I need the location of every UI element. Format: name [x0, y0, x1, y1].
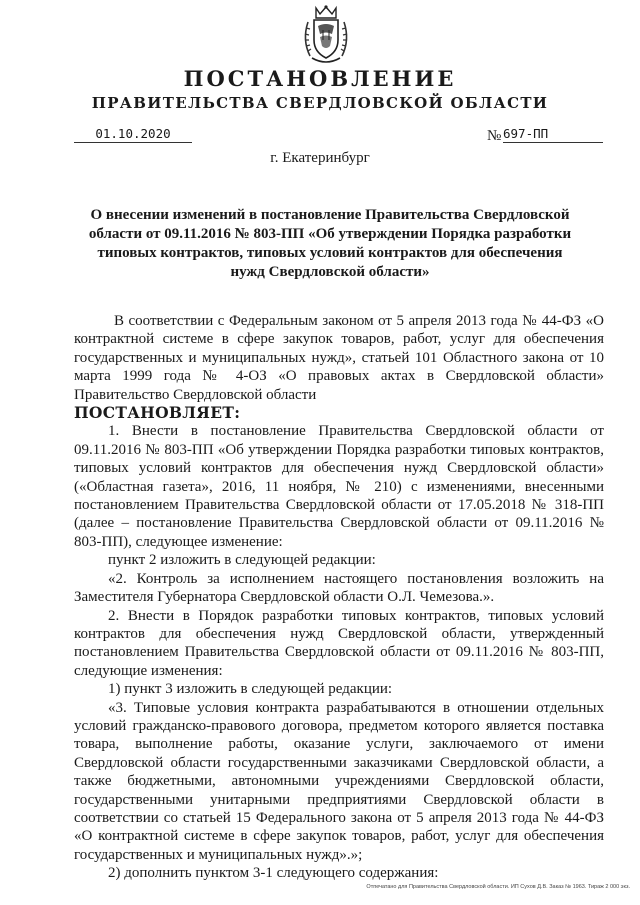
- body-paragraph: 1. Внести в постановление Правительства Свердловской области от 09.11.2016 № 803-ПП «Об утверждении Порядка разработки типовых контрактов, типовых условий контрактов для обеспечения нужд Свердловской области» («Областная газета», 2016, 11 ноября, № 210) с изменениями, внесенными постановлением Правительства Свердловской области от 17.05.2018 № 318-ПП (далее – постановление Правительства Свердловской области от 09.11.2016 № 803-ПП), следующее изменение:: [74, 423, 604, 550]
- preamble-paragraph: В соответствии с Федеральным законом от 5 апреля 2013 года № 44-ФЗ «О контрактной системе в сфере закупок товаров, работ, услуг для обеспечения государственных и муниципальных нужд», статьей 101 Областного закона от 10 марта 1999 года № 4-ОЗ «О правовых актах в Свердловской области» Правительство Свердловской области: [74, 313, 604, 403]
- document-body: [74, 312, 604, 883]
- document-title: ПОСТАНОВЛЕНИЕ: [183, 66, 457, 91]
- body-paragraph: пункт 2 изложить в следующей редакции:: [108, 552, 376, 569]
- body-paragraph: 2. Внести в Порядок разработки типовых контрактов, типовых условий контрактов для обеспечения нужд Свердловской области, утвержденный постановлением Правительства Свердловской области от 09.11.2016 № 803-ПП, следующие изменения:: [74, 607, 604, 679]
- number-sign: №: [487, 128, 502, 144]
- document-city: г. Екатеринбург: [270, 150, 370, 166]
- body-paragraph: «3. Типовые условия контракта разрабатываются в отношении отдельных условий гражданско-правового договора, предметом которого является поставка товара, выполнение работы, оказание услуги, заключаемого от имени Свердловской области государственными заказчиками Свердловской области, а также бюджетными, автономными учреждениями Свердловской области, государственными унитарными предприятиями Свердловской области в соответствии со статьей 15 Федерального закона от 5 апреля 2013 года № 44-ФЗ «О контрактной системе в сфере закупок товаров, работ, услуг для обеспечения государственных и муниципальных нужд».»;: [74, 699, 604, 863]
- body-paragraph: 2) дополнить пунктом 3-1 следующего содержания:: [108, 865, 439, 882]
- decree-keyword: ПОСТАНОВЛЯЕТ:: [74, 403, 241, 423]
- coat-of-arms-emblem: [300, 4, 352, 66]
- document-date: 01.10.2020: [74, 126, 192, 143]
- body-paragraph: 1) пункт 3 изложить в следующей редакции:: [108, 681, 393, 698]
- document-number: 697-ПП: [503, 126, 603, 143]
- document-issuer: ПРАВИТЕЛЬСТВА СВЕРДЛОВСКОЙ ОБЛАСТИ: [91, 94, 549, 112]
- print-footer: Отпечатано для Правительства Свердловской области. ИП Сухов Д.В. Заказ № 1963. Тираж 2 000 экз.: [366, 884, 630, 890]
- document-heading: О внесении изменений в постановление Правительства Свердловской области от 09.11.2016 № 803-ПП «Об утверждении Порядка разработки типовых контрактов, типовых условий контрактов для обеспечения нужд Свердловской области»: [88, 207, 572, 280]
- body-paragraph: «2. Контроль за исполнением настоящего постановления возложить на Заместителя Губернатора Свердловской области О.Л. Чемезова.».: [74, 570, 604, 606]
